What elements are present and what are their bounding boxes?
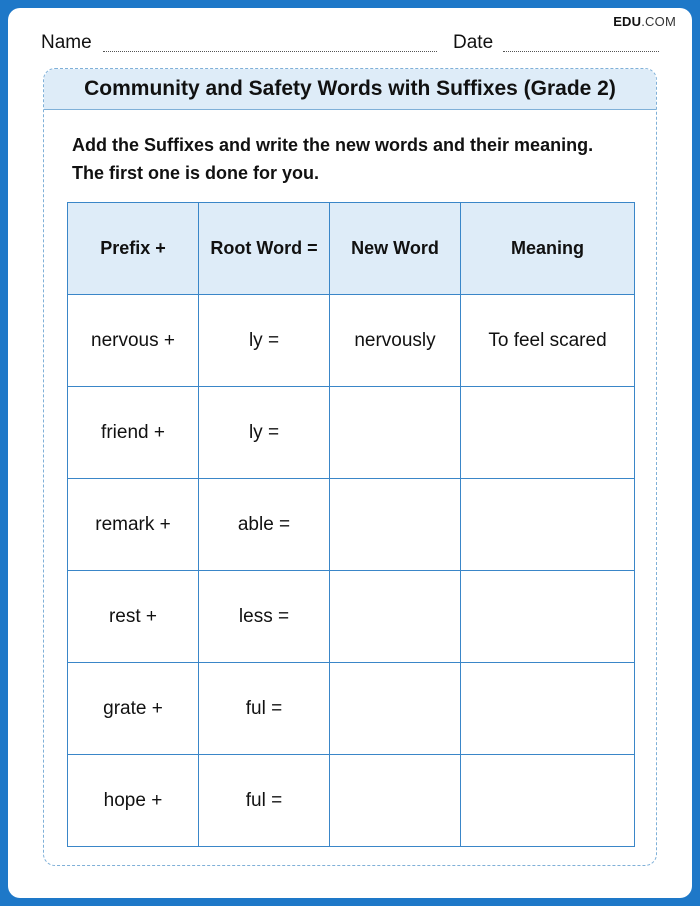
prefix-cell: rest +	[68, 571, 199, 663]
card-header	[44, 69, 656, 110]
new-word-cell[interactable]	[330, 387, 461, 479]
name-label: Name	[41, 32, 92, 53]
new-word-cell[interactable]	[330, 663, 461, 755]
instructions-line-1: Add the Suffixes and write the new words and their meaning.	[72, 135, 594, 155]
header-meaning: Meaning	[461, 203, 635, 295]
prefix-cell: nervous +	[68, 295, 199, 387]
root-cell: less =	[199, 571, 330, 663]
new-word-cell[interactable]	[330, 755, 461, 847]
meaning-cell[interactable]	[461, 571, 635, 663]
worksheet-page	[8, 8, 692, 898]
prefix-cell: remark +	[68, 479, 199, 571]
brand-logo: EDU.COM	[613, 14, 676, 29]
root-cell: able =	[199, 479, 330, 571]
header-prefix: Prefix +	[68, 203, 199, 295]
name-field[interactable]	[103, 51, 437, 52]
meaning-cell[interactable]	[461, 387, 635, 479]
prefix-cell: friend +	[68, 387, 199, 479]
header-root-word: Root Word =	[199, 203, 330, 295]
root-cell: ful =	[199, 663, 330, 755]
table-row	[68, 479, 635, 571]
meaning-cell[interactable]	[461, 663, 635, 755]
root-cell: ful =	[199, 755, 330, 847]
table-row	[68, 571, 635, 663]
name-date-row	[41, 32, 659, 56]
new-word-cell[interactable]	[330, 479, 461, 571]
root-cell: ly =	[199, 387, 330, 479]
table-header-row	[68, 203, 635, 295]
new-word-cell[interactable]	[330, 571, 461, 663]
header-new-word: New Word	[330, 203, 461, 295]
meaning-cell[interactable]	[461, 755, 635, 847]
worksheet-title: Community and Safety Words with Suffixes (Grade 2)	[84, 77, 616, 100]
root-cell: ly =	[199, 295, 330, 387]
exercise-card	[43, 68, 657, 866]
prefix-cell: hope +	[68, 755, 199, 847]
table-row	[68, 663, 635, 755]
meaning-cell[interactable]: To feel scared	[461, 295, 635, 387]
new-word-cell[interactable]: nervously	[330, 295, 461, 387]
suffix-table	[67, 202, 635, 847]
table-row	[68, 755, 635, 847]
table-row	[68, 295, 635, 387]
date-label: Date	[453, 32, 494, 53]
meaning-cell[interactable]	[461, 479, 635, 571]
instructions-line-2: The first one is done for you.	[72, 163, 320, 183]
prefix-cell: grate +	[68, 663, 199, 755]
instructions	[72, 131, 652, 187]
table-row	[68, 387, 635, 479]
date-field[interactable]	[503, 51, 659, 52]
